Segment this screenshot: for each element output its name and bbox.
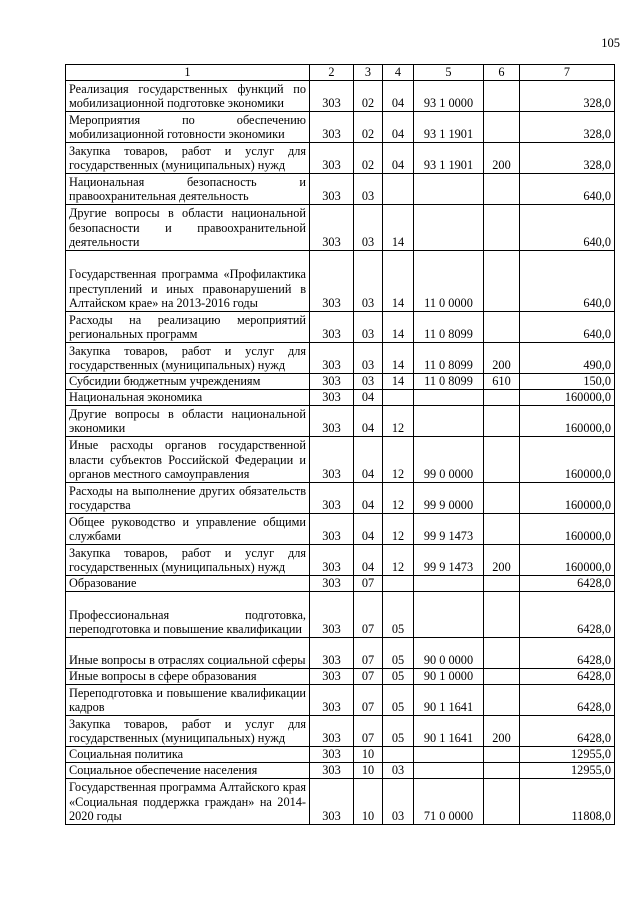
code-pr: 05 bbox=[383, 638, 414, 669]
row-name: Закупка товаров, работ и услуг для государственных (муниципальных) нужд bbox=[66, 143, 310, 174]
code-pr: 14 bbox=[383, 205, 414, 251]
column-header: 7 bbox=[520, 65, 615, 81]
code-csr: 11 0 0000 bbox=[414, 251, 484, 312]
row-name: Расходы на реализацию мероприятий региональных программ bbox=[66, 312, 310, 343]
code-csr bbox=[414, 576, 484, 592]
table-row bbox=[66, 174, 615, 205]
row-name: Иные расходы органов государственной власти субъектов Российской Федерации и органов местного самоуправления bbox=[66, 437, 310, 483]
amount: 640,0 bbox=[520, 174, 615, 205]
code-pr: 03 bbox=[383, 779, 414, 825]
row-name: Образование bbox=[66, 576, 310, 592]
amount: 6428,0 bbox=[520, 669, 615, 685]
table-row bbox=[66, 514, 615, 545]
column-header: 4 bbox=[383, 65, 414, 81]
code-gr: 303 bbox=[310, 312, 354, 343]
row-name: Другие вопросы в области национальной экономики bbox=[66, 406, 310, 437]
code-pr: 05 bbox=[383, 685, 414, 716]
table-row bbox=[66, 374, 615, 390]
code-rz: 10 bbox=[354, 779, 383, 825]
code-csr: 93 1 1901 bbox=[414, 112, 484, 143]
code-csr: 71 0 0000 bbox=[414, 779, 484, 825]
code-pr: 03 bbox=[383, 763, 414, 779]
code-rz: 07 bbox=[354, 669, 383, 685]
table-header bbox=[66, 65, 615, 81]
code-vr bbox=[484, 685, 520, 716]
code-csr bbox=[414, 406, 484, 437]
code-gr: 303 bbox=[310, 406, 354, 437]
amount: 11808,0 bbox=[520, 779, 615, 825]
page-number: 105 bbox=[601, 36, 620, 50]
row-name: Иные вопросы в сфере образования bbox=[66, 669, 310, 685]
code-gr: 303 bbox=[310, 374, 354, 390]
budget-table bbox=[65, 64, 615, 825]
code-rz: 03 bbox=[354, 174, 383, 205]
code-csr: 90 1 0000 bbox=[414, 669, 484, 685]
table-body bbox=[66, 81, 615, 825]
amount: 640,0 bbox=[520, 312, 615, 343]
code-csr: 99 0 0000 bbox=[414, 437, 484, 483]
code-gr: 303 bbox=[310, 592, 354, 638]
code-pr bbox=[383, 390, 414, 406]
code-gr: 303 bbox=[310, 576, 354, 592]
code-vr bbox=[484, 251, 520, 312]
table-row bbox=[66, 81, 615, 112]
code-vr bbox=[484, 312, 520, 343]
row-name: Национальная экономика bbox=[66, 390, 310, 406]
column-header: 1 bbox=[66, 65, 310, 81]
amount: 6428,0 bbox=[520, 716, 615, 747]
code-vr bbox=[484, 112, 520, 143]
code-csr bbox=[414, 747, 484, 763]
table-row bbox=[66, 251, 615, 312]
code-rz: 04 bbox=[354, 390, 383, 406]
table-row bbox=[66, 143, 615, 174]
amount: 160000,0 bbox=[520, 406, 615, 437]
code-vr bbox=[484, 437, 520, 483]
table-row bbox=[66, 112, 615, 143]
code-vr bbox=[484, 779, 520, 825]
code-rz: 02 bbox=[354, 81, 383, 112]
amount: 12955,0 bbox=[520, 763, 615, 779]
amount: 150,0 bbox=[520, 374, 615, 390]
code-pr bbox=[383, 576, 414, 592]
code-csr bbox=[414, 592, 484, 638]
column-header: 3 bbox=[354, 65, 383, 81]
code-pr: 05 bbox=[383, 716, 414, 747]
code-vr bbox=[484, 638, 520, 669]
row-name: Субсидии бюджетным учреждениям bbox=[66, 374, 310, 390]
code-vr bbox=[484, 174, 520, 205]
code-pr: 14 bbox=[383, 343, 414, 374]
code-vr bbox=[484, 669, 520, 685]
code-pr: 14 bbox=[383, 251, 414, 312]
amount: 328,0 bbox=[520, 81, 615, 112]
code-gr: 303 bbox=[310, 174, 354, 205]
code-vr: 200 bbox=[484, 343, 520, 374]
table-row bbox=[66, 685, 615, 716]
code-rz: 04 bbox=[354, 545, 383, 576]
code-vr bbox=[484, 406, 520, 437]
code-pr: 12 bbox=[383, 514, 414, 545]
amount: 6428,0 bbox=[520, 592, 615, 638]
code-pr bbox=[383, 174, 414, 205]
column-header: 5 bbox=[414, 65, 484, 81]
code-csr: 93 1 0000 bbox=[414, 81, 484, 112]
code-gr: 303 bbox=[310, 112, 354, 143]
code-rz: 04 bbox=[354, 406, 383, 437]
code-rz: 03 bbox=[354, 251, 383, 312]
code-rz: 03 bbox=[354, 312, 383, 343]
code-csr: 11 0 8099 bbox=[414, 374, 484, 390]
amount: 6428,0 bbox=[520, 638, 615, 669]
amount: 328,0 bbox=[520, 112, 615, 143]
row-name: Государственная программа Алтайского края «Социальная поддержка граждан» на 2014-2020 годы bbox=[66, 779, 310, 825]
code-csr: 11 0 8099 bbox=[414, 343, 484, 374]
row-name: Национальная безопасность и правоохранительная деятельность bbox=[66, 174, 310, 205]
table-row bbox=[66, 483, 615, 514]
code-gr: 303 bbox=[310, 251, 354, 312]
table-row bbox=[66, 205, 615, 251]
code-csr: 99 9 0000 bbox=[414, 483, 484, 514]
row-name: Общее руководство и управление общими службами bbox=[66, 514, 310, 545]
code-pr: 12 bbox=[383, 406, 414, 437]
code-vr bbox=[484, 747, 520, 763]
code-gr: 303 bbox=[310, 685, 354, 716]
row-name: Профессиональная подготовка, переподготовка и повышение квалификации bbox=[66, 592, 310, 638]
table-row bbox=[66, 545, 615, 576]
code-csr bbox=[414, 763, 484, 779]
row-name: Мероприятия по обеспечению мобилизационной готовности экономики bbox=[66, 112, 310, 143]
code-vr: 200 bbox=[484, 545, 520, 576]
code-vr bbox=[484, 205, 520, 251]
row-name: Закупка товаров, работ и услуг для государственных (муниципальных) нужд bbox=[66, 716, 310, 747]
code-vr: 610 bbox=[484, 374, 520, 390]
table-row bbox=[66, 763, 615, 779]
code-pr bbox=[383, 747, 414, 763]
code-csr: 99 9 1473 bbox=[414, 514, 484, 545]
code-pr: 05 bbox=[383, 592, 414, 638]
column-header: 6 bbox=[484, 65, 520, 81]
row-name: Другие вопросы в области национальной безопасности и правоохранительной деятельности bbox=[66, 205, 310, 251]
code-vr bbox=[484, 390, 520, 406]
code-pr: 05 bbox=[383, 669, 414, 685]
code-pr: 12 bbox=[383, 483, 414, 514]
code-csr: 90 1 1641 bbox=[414, 716, 484, 747]
row-name: Государственная программа «Профилактика преступлений и иных правонарушений в Алтайском крае» на 2013-2016 годы bbox=[66, 251, 310, 312]
code-csr bbox=[414, 390, 484, 406]
amount: 640,0 bbox=[520, 251, 615, 312]
header-row bbox=[66, 65, 615, 81]
row-name: Социальная политика bbox=[66, 747, 310, 763]
table-row bbox=[66, 779, 615, 825]
code-rz: 02 bbox=[354, 143, 383, 174]
table-row bbox=[66, 312, 615, 343]
code-rz: 07 bbox=[354, 716, 383, 747]
code-gr: 303 bbox=[310, 779, 354, 825]
table-row bbox=[66, 638, 615, 669]
amount: 160000,0 bbox=[520, 545, 615, 576]
code-rz: 03 bbox=[354, 374, 383, 390]
row-name: Закупка товаров, работ и услуг для государственных (муниципальных) нужд bbox=[66, 343, 310, 374]
code-csr bbox=[414, 205, 484, 251]
row-name: Социальное обеспечение населения bbox=[66, 763, 310, 779]
amount: 160000,0 bbox=[520, 390, 615, 406]
code-pr: 04 bbox=[383, 81, 414, 112]
code-rz: 03 bbox=[354, 343, 383, 374]
table-row bbox=[66, 747, 615, 763]
code-rz: 04 bbox=[354, 483, 383, 514]
code-csr: 90 1 1641 bbox=[414, 685, 484, 716]
amount: 6428,0 bbox=[520, 576, 615, 592]
amount: 328,0 bbox=[520, 143, 615, 174]
code-rz: 07 bbox=[354, 685, 383, 716]
code-gr: 303 bbox=[310, 343, 354, 374]
code-gr: 303 bbox=[310, 81, 354, 112]
amount: 160000,0 bbox=[520, 514, 615, 545]
amount: 160000,0 bbox=[520, 437, 615, 483]
code-csr: 11 0 8099 bbox=[414, 312, 484, 343]
code-csr: 93 1 1901 bbox=[414, 143, 484, 174]
code-rz: 07 bbox=[354, 576, 383, 592]
row-name: Реализация государственных функций по мобилизационной подготовке экономики bbox=[66, 81, 310, 112]
amount: 490,0 bbox=[520, 343, 615, 374]
code-rz: 07 bbox=[354, 592, 383, 638]
code-pr: 04 bbox=[383, 112, 414, 143]
code-gr: 303 bbox=[310, 545, 354, 576]
table-row bbox=[66, 592, 615, 638]
code-pr: 14 bbox=[383, 374, 414, 390]
code-pr: 12 bbox=[383, 437, 414, 483]
column-header: 2 bbox=[310, 65, 354, 81]
code-gr: 303 bbox=[310, 483, 354, 514]
code-pr: 14 bbox=[383, 312, 414, 343]
code-csr: 90 0 0000 bbox=[414, 638, 484, 669]
code-gr: 303 bbox=[310, 143, 354, 174]
table-row bbox=[66, 716, 615, 747]
code-pr: 12 bbox=[383, 545, 414, 576]
code-vr: 200 bbox=[484, 716, 520, 747]
table-row bbox=[66, 390, 615, 406]
table-row bbox=[66, 406, 615, 437]
code-gr: 303 bbox=[310, 638, 354, 669]
code-gr: 303 bbox=[310, 390, 354, 406]
code-gr: 303 bbox=[310, 437, 354, 483]
code-vr bbox=[484, 514, 520, 545]
row-name: Расходы на выполнение других обязательств государства bbox=[66, 483, 310, 514]
row-name: Закупка товаров, работ и услуг для государственных (муниципальных) нужд bbox=[66, 545, 310, 576]
table-row bbox=[66, 343, 615, 374]
code-csr: 99 9 1473 bbox=[414, 545, 484, 576]
code-rz: 10 bbox=[354, 763, 383, 779]
code-vr bbox=[484, 483, 520, 514]
code-rz: 04 bbox=[354, 437, 383, 483]
code-gr: 303 bbox=[310, 747, 354, 763]
code-vr bbox=[484, 763, 520, 779]
table-row bbox=[66, 669, 615, 685]
code-csr bbox=[414, 174, 484, 205]
code-gr: 303 bbox=[310, 763, 354, 779]
code-gr: 303 bbox=[310, 514, 354, 545]
code-vr bbox=[484, 576, 520, 592]
amount: 12955,0 bbox=[520, 747, 615, 763]
code-gr: 303 bbox=[310, 716, 354, 747]
code-rz: 03 bbox=[354, 205, 383, 251]
code-gr: 303 bbox=[310, 669, 354, 685]
amount: 640,0 bbox=[520, 205, 615, 251]
amount: 6428,0 bbox=[520, 685, 615, 716]
code-rz: 04 bbox=[354, 514, 383, 545]
code-vr bbox=[484, 81, 520, 112]
code-vr bbox=[484, 592, 520, 638]
code-rz: 02 bbox=[354, 112, 383, 143]
amount: 160000,0 bbox=[520, 483, 615, 514]
row-name: Переподготовка и повышение квалификации кадров bbox=[66, 685, 310, 716]
table-row bbox=[66, 576, 615, 592]
code-rz: 07 bbox=[354, 638, 383, 669]
code-gr: 303 bbox=[310, 205, 354, 251]
code-pr: 04 bbox=[383, 143, 414, 174]
table-row bbox=[66, 437, 615, 483]
code-rz: 10 bbox=[354, 747, 383, 763]
code-vr: 200 bbox=[484, 143, 520, 174]
row-name: Иные вопросы в отраслях социальной сферы bbox=[66, 638, 310, 669]
